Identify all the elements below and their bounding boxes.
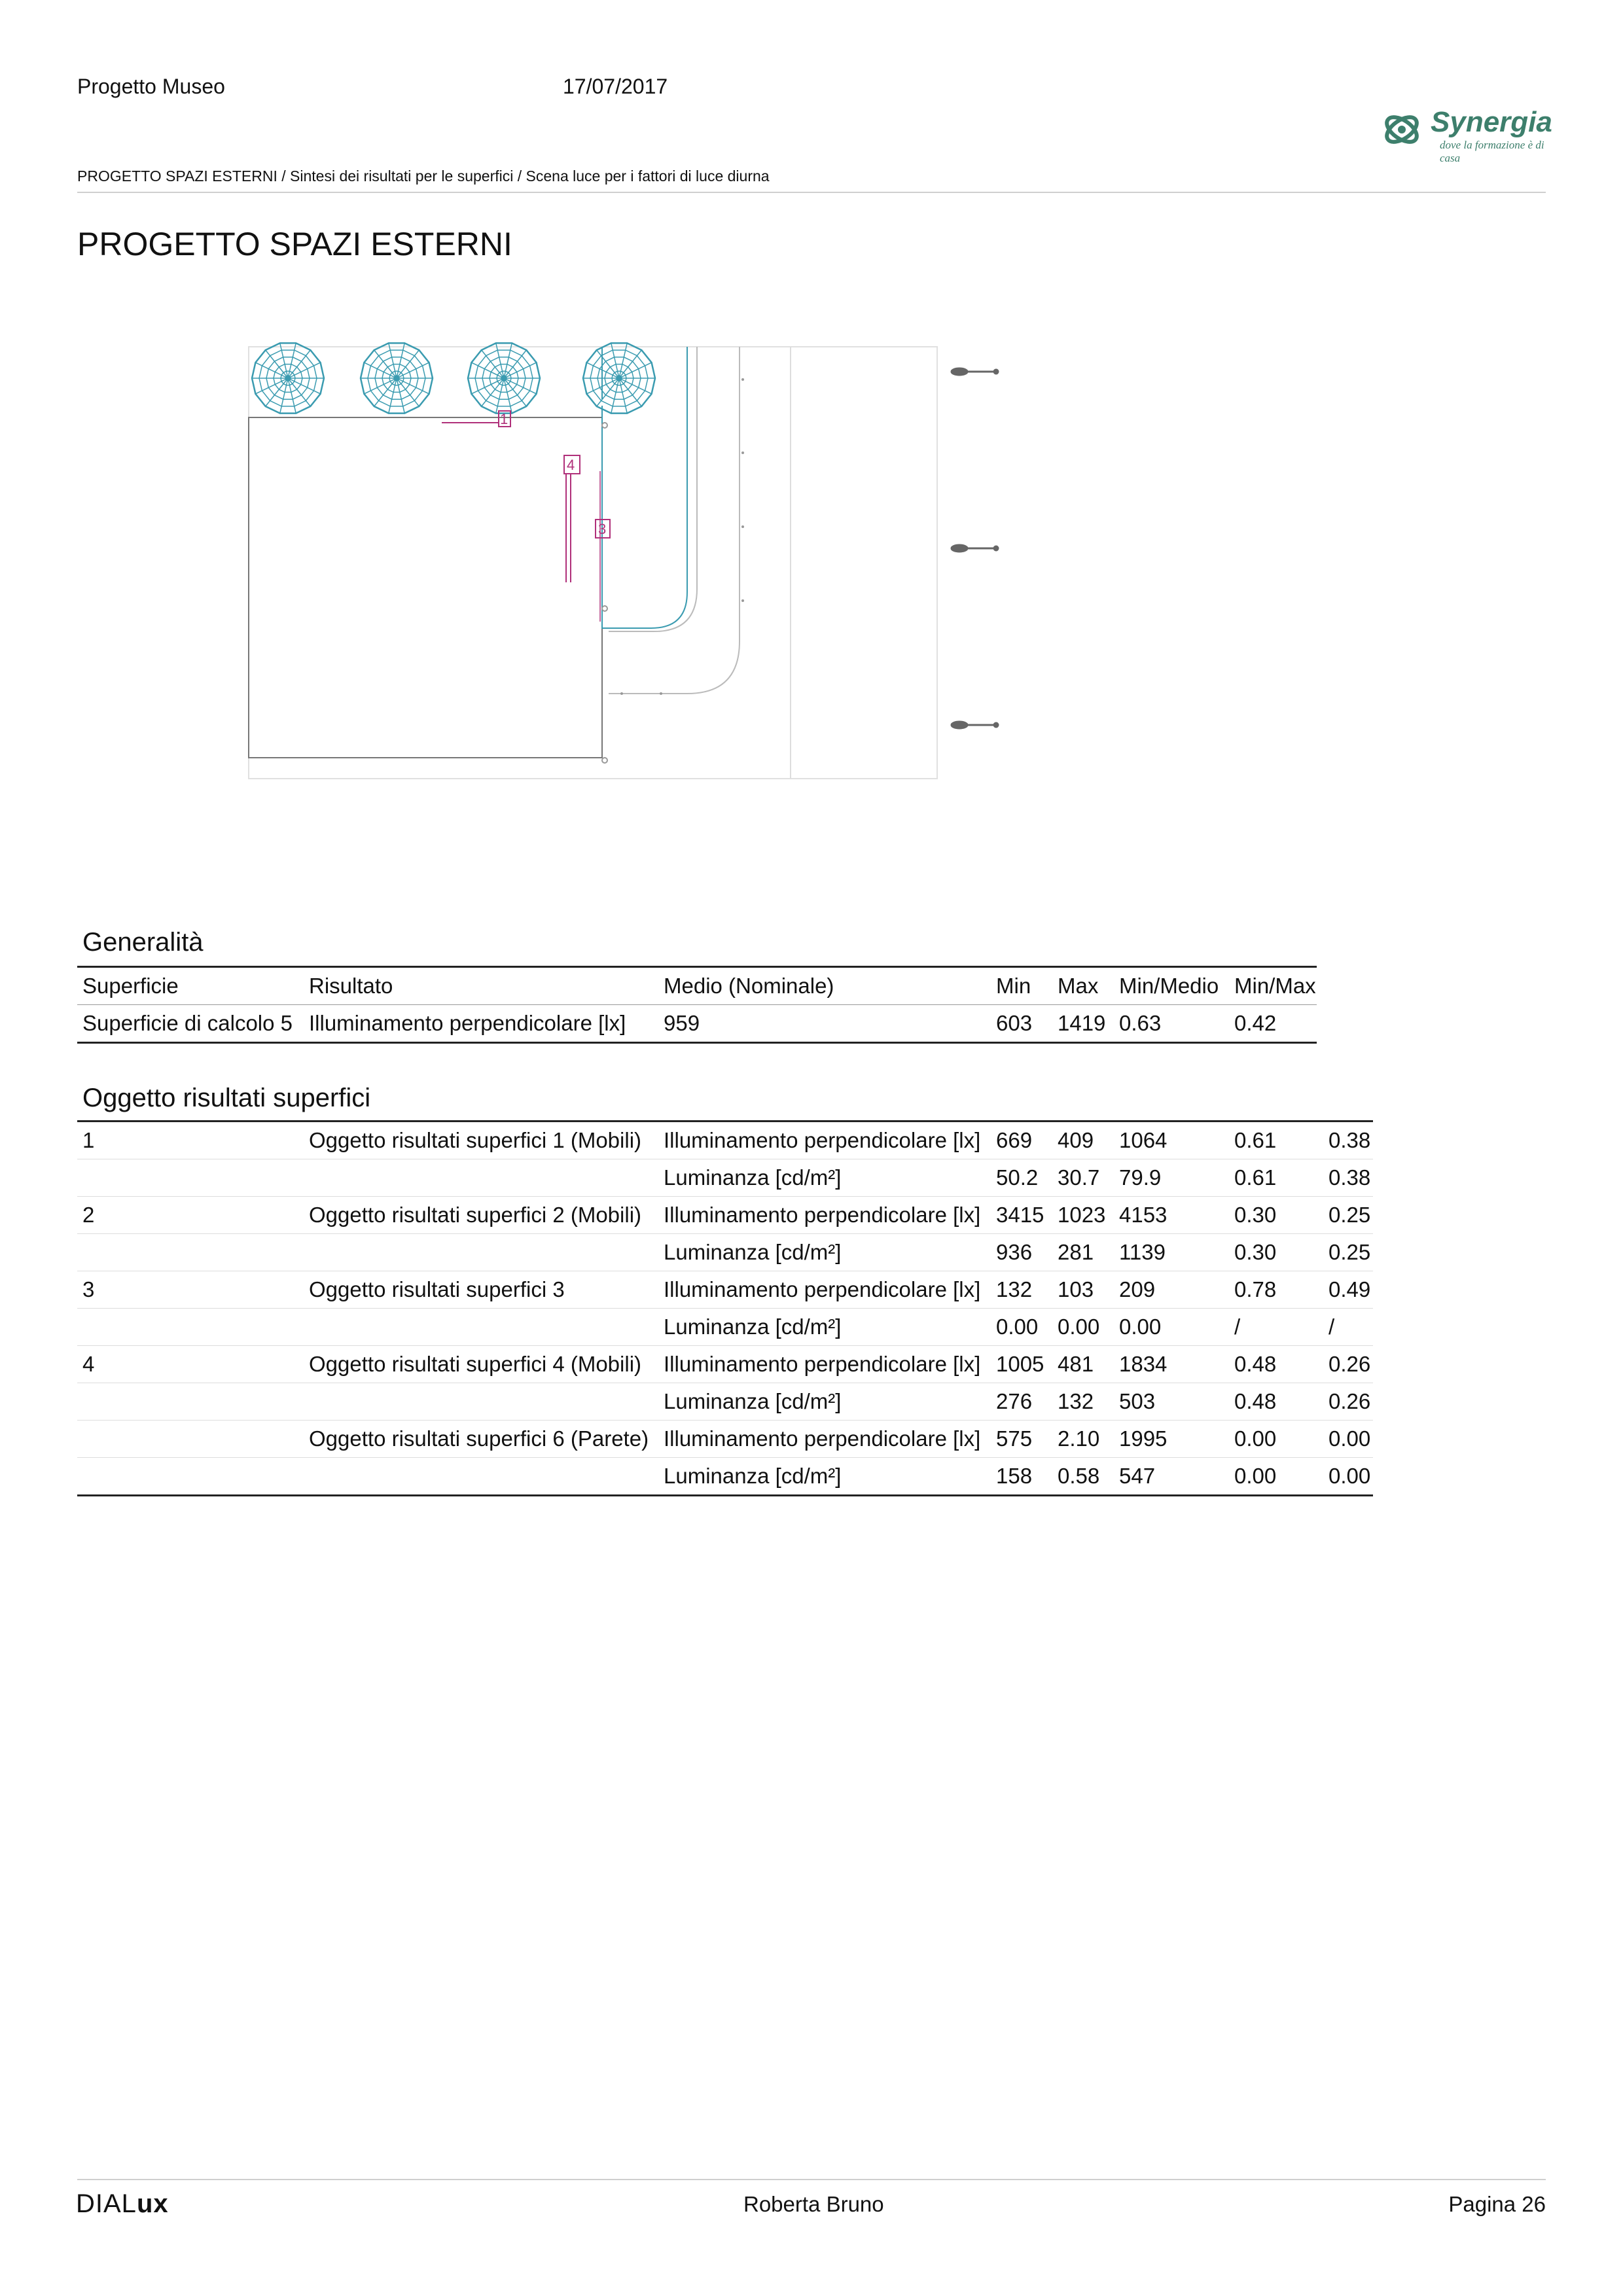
table-cell: 30.7 xyxy=(1052,1159,1114,1197)
table-cell: 79.9 xyxy=(1114,1159,1229,1197)
plan-markers xyxy=(602,423,607,763)
table-row xyxy=(77,1271,1373,1309)
table-cell: Illuminamento perpendicolare [lx] xyxy=(658,1122,991,1159)
table-cell xyxy=(304,1234,658,1271)
pole-lights xyxy=(952,368,998,728)
table-cell: 0.38 xyxy=(1323,1122,1373,1159)
table-cell xyxy=(77,1421,304,1458)
table-cell: 50.2 xyxy=(991,1159,1052,1197)
table-row xyxy=(77,1122,1373,1159)
generalita-column-header: Superficie xyxy=(77,967,304,1005)
generalita-column-header: Medio (Nominale) xyxy=(658,967,991,1005)
table-cell: Illuminamento perpendicolare [lx] xyxy=(658,1421,991,1458)
generalita-column-header: Min xyxy=(991,967,1052,1005)
dialux-logo xyxy=(76,2189,169,2219)
generalita-column-header: Max xyxy=(1052,967,1114,1005)
table-cell: 0.25 xyxy=(1323,1234,1373,1271)
table-cell: 4153 xyxy=(1114,1197,1229,1234)
table-cell: Oggetto risultati superfici 4 (Mobili) xyxy=(304,1346,658,1383)
table-cell: 1005 xyxy=(991,1346,1052,1383)
table-cell: 0.00 xyxy=(1323,1458,1373,1496)
footer-page-number: Pagina 26 xyxy=(1448,2192,1546,2216)
table-cell: 276 xyxy=(991,1383,1052,1421)
table-cell: 103 xyxy=(1052,1271,1114,1309)
table-cell: 1023 xyxy=(1052,1197,1114,1234)
table-cell: 547 xyxy=(1114,1458,1229,1496)
table-cell: 0.49 xyxy=(1323,1271,1373,1309)
table-cell: Oggetto risultati superfici 2 (Mobili) xyxy=(304,1197,658,1234)
table-cell: 0.38 xyxy=(1323,1159,1373,1197)
oggetto-table xyxy=(77,1120,1373,1496)
table-cell: Luminanza [cd/m²] xyxy=(658,1458,991,1496)
table-cell: 0.58 xyxy=(1052,1458,1114,1496)
generalita-title: Generalità xyxy=(82,928,204,957)
table-cell: 0.30 xyxy=(1229,1234,1323,1271)
luminaire-icon xyxy=(583,343,655,413)
table-row xyxy=(77,1383,1373,1421)
table-cell: 2 xyxy=(77,1197,304,1234)
table-cell: 4 xyxy=(77,1346,304,1383)
table-row xyxy=(77,1346,1373,1383)
table-cell: 0.00 xyxy=(1323,1421,1373,1458)
generalita-column-header: Min/Max xyxy=(1229,967,1317,1005)
table-cell: Oggetto risultati superfici 6 (Parete) xyxy=(304,1421,658,1458)
table-cell: Illuminamento perpendicolare [lx] xyxy=(304,1005,658,1043)
header-divider xyxy=(77,192,1546,193)
table-cell: 409 xyxy=(1052,1122,1114,1159)
logo-name: Synergia xyxy=(1431,106,1552,138)
table-cell: Oggetto risultati superfici 3 xyxy=(304,1271,658,1309)
document-date: 17/07/2017 xyxy=(563,75,668,98)
table-cell: Luminanza [cd/m²] xyxy=(658,1383,991,1421)
luminaire-row xyxy=(252,343,655,413)
generalita-column-header: Min/Medio xyxy=(1114,967,1229,1005)
table-cell: 0.00 xyxy=(1229,1421,1323,1458)
wall-outline-inner xyxy=(602,347,687,628)
table-cell: Luminanza [cd/m²] xyxy=(658,1159,991,1197)
table-row xyxy=(77,1234,1373,1271)
table-cell: 959 xyxy=(658,1005,991,1043)
plan-frame xyxy=(249,347,937,779)
table-cell: 936 xyxy=(991,1234,1052,1271)
table-cell xyxy=(77,1159,304,1197)
table-cell: 0.26 xyxy=(1323,1383,1373,1421)
table-cell: 158 xyxy=(991,1458,1052,1496)
table-cell: 3415 xyxy=(991,1197,1052,1234)
table-cell: 1064 xyxy=(1114,1122,1229,1159)
table-row xyxy=(77,1005,1317,1043)
dialux-logo-light: DIAL xyxy=(76,2189,137,2218)
table-cell: 1419 xyxy=(1052,1005,1114,1043)
table-cell xyxy=(304,1309,658,1346)
table-cell: 0.78 xyxy=(1229,1271,1323,1309)
table-cell xyxy=(77,1309,304,1346)
table-cell: Illuminamento perpendicolare [lx] xyxy=(658,1271,991,1309)
luminaire-icon xyxy=(468,343,540,413)
table-cell: Luminanza [cd/m²] xyxy=(658,1234,991,1271)
table-cell: 0.00 xyxy=(991,1309,1052,1346)
dialux-logo-bold: ux xyxy=(136,2189,169,2218)
table-cell: Illuminamento perpendicolare [lx] xyxy=(658,1346,991,1383)
table-cell: 0.00 xyxy=(1229,1458,1323,1496)
calc-object-1-label: 1 xyxy=(500,411,508,427)
footer-divider xyxy=(77,2179,1546,2180)
wall-outline-outer xyxy=(609,347,740,694)
table-cell: 0.42 xyxy=(1229,1005,1317,1043)
luminaire-icon xyxy=(252,343,324,413)
table-cell: 503 xyxy=(1114,1383,1229,1421)
table-cell xyxy=(304,1458,658,1496)
generalita-table xyxy=(77,966,1317,1044)
pole-light-icon xyxy=(952,368,998,375)
table-cell xyxy=(304,1159,658,1197)
table-cell: 132 xyxy=(1052,1383,1114,1421)
table-cell: 1 xyxy=(77,1122,304,1159)
table-cell: 1834 xyxy=(1114,1346,1229,1383)
table-row xyxy=(77,1197,1373,1234)
table-row xyxy=(77,1421,1373,1458)
table-cell: / xyxy=(1229,1309,1323,1346)
generalita-header-row xyxy=(77,967,1317,1005)
table-cell: 0.61 xyxy=(1229,1159,1323,1197)
synergia-logo xyxy=(1374,103,1558,164)
table-cell: Luminanza [cd/m²] xyxy=(658,1309,991,1346)
table-cell: 669 xyxy=(991,1122,1052,1159)
table-cell: / xyxy=(1323,1309,1373,1346)
luminaire-icon xyxy=(361,343,433,413)
generalita-column-header: Risultato xyxy=(304,967,658,1005)
table-cell: 281 xyxy=(1052,1234,1114,1271)
table-cell: 1139 xyxy=(1114,1234,1229,1271)
table-cell xyxy=(77,1234,304,1271)
breadcrumb: PROGETTO SPAZI ESTERNI / Sintesi dei risultati per le superfici / Scena luce per i fattori di luce diurna xyxy=(77,168,770,185)
table-cell: 0.48 xyxy=(1229,1383,1323,1421)
table-cell: 0.00 xyxy=(1114,1309,1229,1346)
table-cell xyxy=(77,1458,304,1496)
page-title: PROGETTO SPAZI ESTERNI xyxy=(77,226,512,262)
table-cell: 481 xyxy=(1052,1346,1114,1383)
floor-plan xyxy=(242,340,1014,798)
calculation-surface-5 xyxy=(249,417,602,758)
table-row xyxy=(77,1458,1373,1496)
plan-dots xyxy=(620,378,744,695)
logo-mark-icon xyxy=(1374,103,1433,156)
pole-light-icon xyxy=(952,722,998,728)
table-cell: 132 xyxy=(991,1271,1052,1309)
table-cell: Oggetto risultati superfici 1 (Mobili) xyxy=(304,1122,658,1159)
table-row xyxy=(77,1159,1373,1197)
table-cell xyxy=(304,1383,658,1421)
table-cell xyxy=(77,1383,304,1421)
table-cell: 0.30 xyxy=(1229,1197,1323,1234)
calc-object-4-label: 4 xyxy=(567,457,575,473)
table-cell: 2.10 xyxy=(1052,1421,1114,1458)
table-cell: 3 xyxy=(77,1271,304,1309)
table-cell: Illuminamento perpendicolare [lx] xyxy=(658,1197,991,1234)
table-cell: 0.63 xyxy=(1114,1005,1229,1043)
pole-light-icon xyxy=(952,545,998,552)
table-cell: 0.48 xyxy=(1229,1346,1323,1383)
table-cell: 603 xyxy=(991,1005,1052,1043)
logo-tagline: dove la formazione è di casa xyxy=(1440,139,1544,164)
table-cell: 209 xyxy=(1114,1271,1229,1309)
table-cell: 575 xyxy=(991,1421,1052,1458)
footer-author: Roberta Bruno xyxy=(743,2192,884,2216)
table-cell: 0.61 xyxy=(1229,1122,1323,1159)
oggetto-title: Oggetto risultati superfici xyxy=(82,1084,371,1112)
table-row xyxy=(77,1309,1373,1346)
table-cell: 0.26 xyxy=(1323,1346,1373,1383)
table-cell: 0.25 xyxy=(1323,1197,1373,1234)
table-cell: Superficie di calcolo 5 xyxy=(77,1005,304,1043)
calc-object-3-label: 3 xyxy=(598,521,607,537)
table-cell: 0.00 xyxy=(1052,1309,1114,1346)
project-name: Progetto Museo xyxy=(77,75,225,98)
table-cell: 1995 xyxy=(1114,1421,1229,1458)
